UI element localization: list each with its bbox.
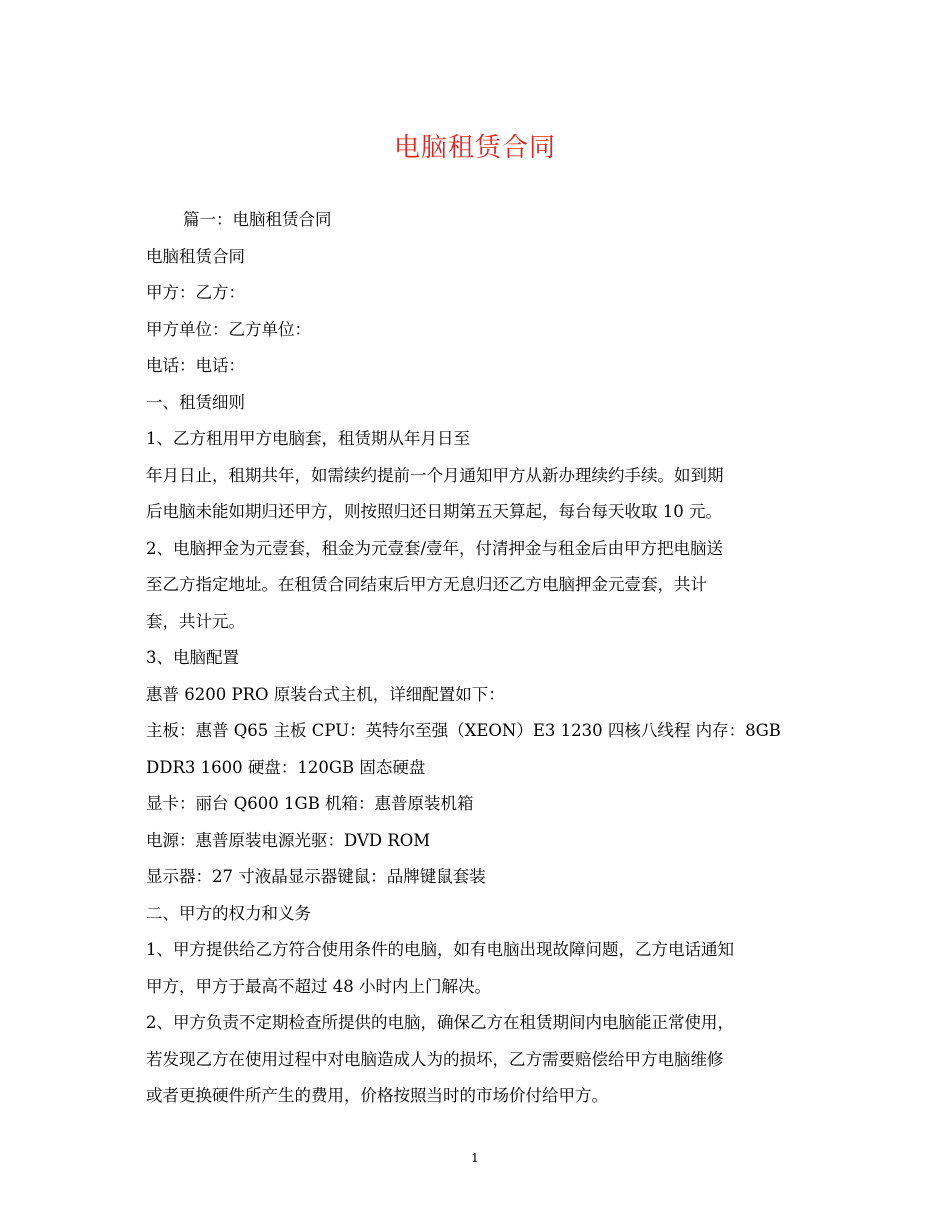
paragraph-line: 1、乙方租用甲方电脑套，租赁期从年月日至 <box>146 429 470 448</box>
paragraph-line: 甲方：乙方： <box>146 283 245 302</box>
section-heading: 一、租赁细则 <box>146 392 245 412</box>
paragraph-line: 或者更换硬件所产生的费用，价格按照当时的市场价付给甲方。 <box>146 1086 608 1105</box>
paragraph-line: 3、电脑配置 <box>146 648 239 667</box>
document-title: 电脑租赁合同 <box>393 133 556 163</box>
paragraph-line: 甲方单位：乙方单位： <box>146 319 311 339</box>
paragraph-line: 年月日止，租期共年，如需续约提前一个月通知甲方从新办理续约手续。如到期 <box>146 465 724 485</box>
section-heading: 二、甲方的权力和义务 <box>146 903 311 923</box>
paragraph-line: 显卡：丽台 Q600 1GB 机箱：惠普原装机箱 <box>146 794 474 813</box>
paragraph-line: 主板：惠普 Q65 主板 CPU：英特尔至强（XEON）E3 1230 四核八线程 内存：8GB <box>146 721 781 740</box>
section-heading: 篇一：电脑租赁合同 <box>183 210 332 229</box>
page-number: 1 <box>471 1151 479 1165</box>
paragraph-line: 显示器：27 寸液晶显示器键鼠：品牌键鼠套装 <box>146 867 486 886</box>
paragraph-line: 电话：电话： <box>146 356 245 375</box>
paragraph-line: 至乙方指定地址。在租赁合同结束后甲方无息归还乙方电脑押金元壹套，共计 <box>146 575 707 594</box>
paragraph-line: 套，共计元。 <box>146 611 245 631</box>
paragraph-line: DDR3 1600 硬盘：120GB 固态硬盘 <box>146 757 426 777</box>
paragraph-line: 后电脑未能如期归还甲方，则按照归还日期第五天算起，每台每天收取 10 元。 <box>146 502 722 521</box>
paragraph-line: 2、电脑押金为元壹套，租金为元壹套/壹年，付清押金与租金后由甲方把电脑送 <box>146 538 724 558</box>
paragraph-line: 若发现乙方在使用过程中对电脑造成人为的损坏，乙方需要赔偿给甲方电脑维修 <box>146 1049 724 1069</box>
paragraph-line: 1、甲方提供给乙方符合使用条件的电脑，如有电脑出现故障问题，乙方电话通知 <box>146 940 734 959</box>
paragraph-line: 惠普 6200 PRO 原装台式主机，详细配置如下： <box>146 684 505 704</box>
paragraph-line: 2、甲方负责不定期检查所提供的电脑，确保乙方在租赁期间内电脑能正常使用， <box>146 1013 734 1032</box>
document-body <box>146 202 818 1115</box>
paragraph-line: 电源：惠普原装电源光驱：DVD ROM <box>146 830 431 850</box>
paragraph-line: 甲方，甲方于最高不超过 48 小时内上门解决。 <box>146 976 491 996</box>
paragraph-line: 电脑租赁合同 <box>146 246 245 266</box>
